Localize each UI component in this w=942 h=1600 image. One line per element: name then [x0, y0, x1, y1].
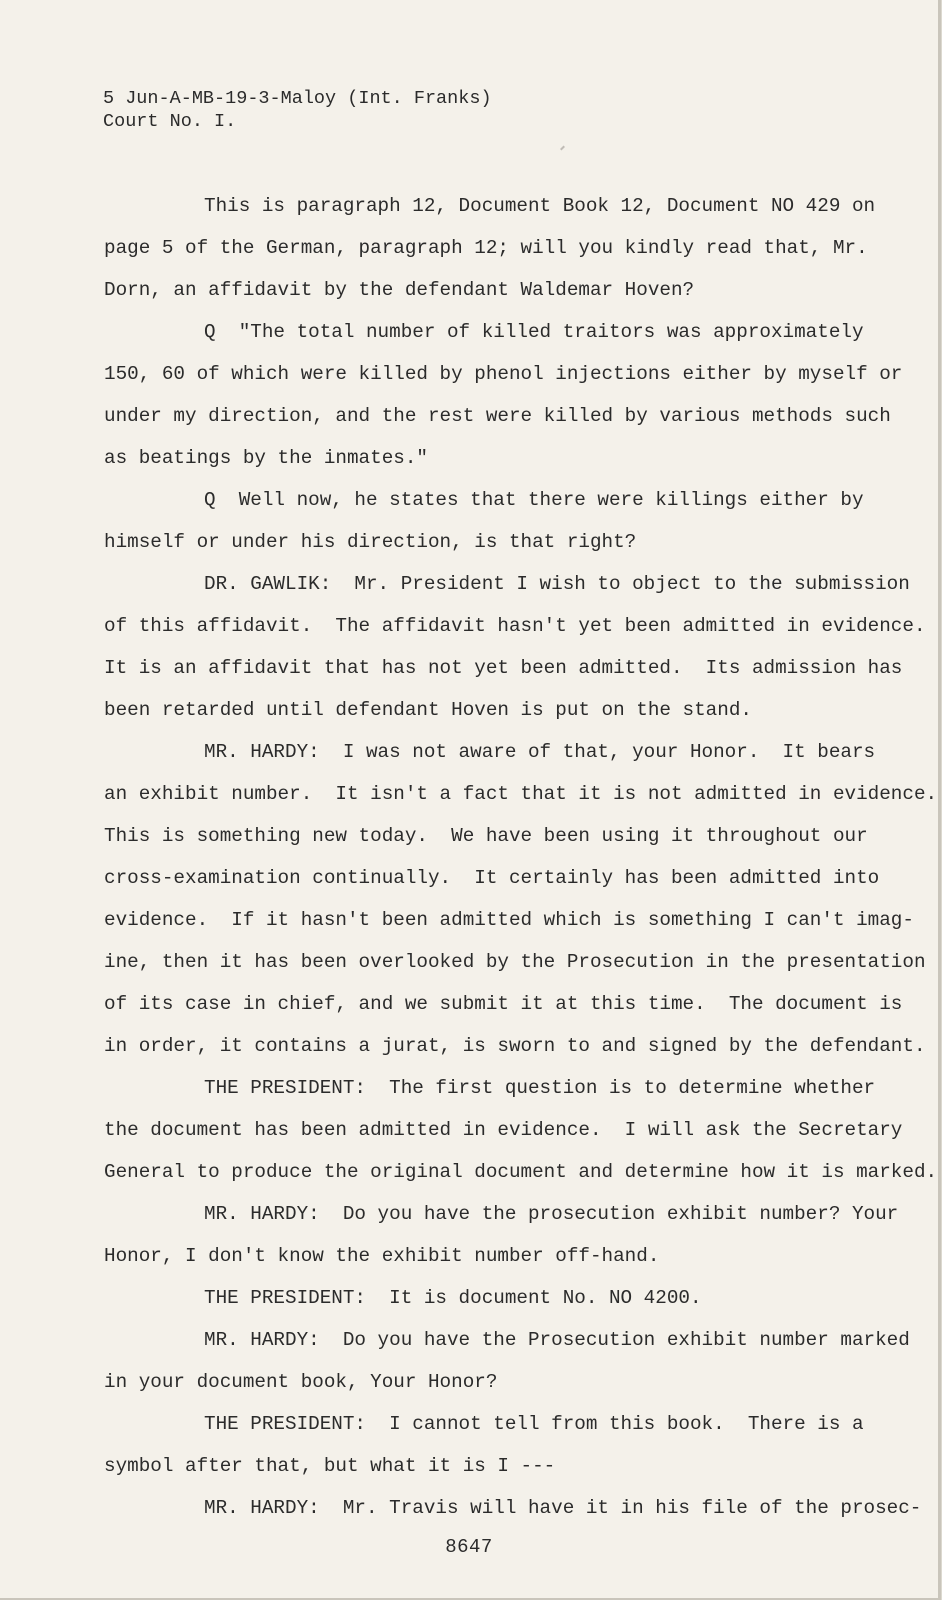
transcript-line: It is an affidavit that has not yet been admitted. Its admission has [104, 657, 903, 679]
transcript-line: cross-examination continually. It certainly has been admitted into [104, 867, 880, 889]
transcript-body [104, 185, 938, 1529]
transcript-line: ine, then it has been overlooked by the Prosecution in the presentation [104, 951, 926, 973]
transcript-line: This is paragraph 12, Document Book 12, Document NO 429 on [204, 195, 876, 217]
transcript-line: under my direction, and the rest were killed by various methods such [104, 405, 891, 427]
transcript-line: 150, 60 of which were killed by phenol injections either by myself or [104, 363, 903, 385]
transcript-line: THE PRESIDENT: The first question is to determine whether [204, 1077, 876, 1099]
transcript-line: in order, it contains a jurat, is sworn to and signed by the defendant. [104, 1035, 926, 1057]
document-header [103, 87, 492, 133]
header-line-session: 5 Jun-A-MB-19-3-Maloy (Int. Franks) [103, 88, 492, 109]
transcript-line: Q "The total number of killed traitors was approximately [204, 321, 864, 343]
transcript-line: of its case in chief, and we submit it at this time. The document is [104, 993, 903, 1015]
transcript-line: DR. GAWLIK: Mr. President I wish to object to the submission [204, 573, 910, 595]
transcript-line: MR. HARDY: Do you have the prosecution exhibit number? Your [204, 1203, 899, 1225]
transcript-line: MR. HARDY: I was not aware of that, your Honor. It bears [204, 741, 876, 763]
transcript-line: as beatings by the inmates." [104, 447, 428, 469]
page-number: 8647 [445, 1536, 493, 1558]
transcript-line: the document has been admitted in evidence. I will ask the Secretary [104, 1119, 903, 1141]
paper-speck [560, 146, 565, 151]
transcript-line: evidence. If it hasn't been admitted which is something I can't imag- [104, 909, 914, 931]
transcript-line: page 5 of the German, paragraph 12; will you kindly read that, Mr. [104, 237, 868, 259]
transcript-line: Honor, I don't know the exhibit number off-hand. [104, 1245, 660, 1267]
header-line-court: Court No. I. [103, 111, 237, 132]
transcript-line: Dorn, an affidavit by the defendant Waldemar Hoven? [104, 279, 695, 301]
transcript-line: General to produce the original document and determine how it is marked. [104, 1161, 938, 1183]
transcript-line: MR. HARDY: Mr. Travis will have it in his file of the prosec- [204, 1497, 922, 1519]
transcript-line: been retarded until defendant Hoven is put on the stand. [104, 699, 752, 721]
transcript-line: Q Well now, he states that there were killings either by [204, 489, 864, 511]
transcript-line: This is something new today. We have been using it throughout our [104, 825, 868, 847]
transcript-line: in your document book, Your Honor? [104, 1371, 498, 1393]
transcript-line: symbol after that, but what it is I --- [104, 1455, 556, 1477]
transcript-line: himself or under his direction, is that right? [104, 531, 637, 553]
transcript-line: an exhibit number. It isn't a fact that it is not admitted in evidence. [104, 783, 938, 805]
transcript-line: THE PRESIDENT: It is document No. NO 4200. [204, 1287, 702, 1309]
transcript-line: THE PRESIDENT: I cannot tell from this book. There is a [204, 1413, 864, 1435]
transcript-line: of this affidavit. The affidavit hasn't yet been admitted in evidence. [104, 615, 926, 637]
transcript-line: MR. HARDY: Do you have the Prosecution exhibit number marked [204, 1329, 910, 1351]
